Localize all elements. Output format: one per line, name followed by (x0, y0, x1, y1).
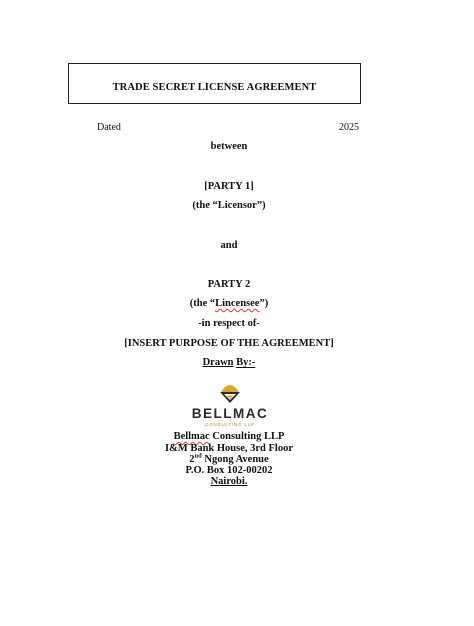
address-line5: Nairobi. (210, 476, 248, 487)
logo-name: BELLMAC (191, 406, 269, 421)
between-text: between (210, 141, 248, 152)
party2-text: PARTY 2 (207, 279, 251, 290)
bellmac-logo-icon (218, 380, 242, 404)
address-line2: I&M Bank House, 3rd Floor (164, 443, 294, 454)
logo-subtitle: CONSULTING LLP (205, 422, 255, 427)
line3-sup: nd (194, 452, 202, 460)
and-text: and (220, 240, 238, 251)
document-title: TRADE SECRET LICENSE AGREEMENT (112, 82, 317, 93)
firm-word: Bellmac (173, 431, 210, 442)
address-line3 (68, 454, 390, 465)
licensor-text: (the “Licensor”) (192, 200, 266, 211)
firm-rest: Consulting LLP (209, 431, 285, 442)
dated-label: Dated (97, 122, 121, 133)
dated-year: 2025 (339, 122, 359, 133)
line3-rest: Ngong Avenue (201, 454, 269, 465)
drawn-by-text (68, 357, 390, 368)
licensee-open: (the “ (189, 298, 216, 309)
licensee-text (68, 298, 390, 309)
licensee-close: ”) (259, 298, 269, 309)
party1-text: [PARTY 1] (204, 181, 254, 192)
line3-num: 2 (189, 454, 195, 465)
drawn-word: Drawn (202, 357, 234, 368)
drawn-by-tail: By:- (236, 357, 256, 368)
address-firm (68, 431, 390, 442)
in-respect-text: -in respect of- (198, 318, 260, 329)
bellmac-logo (180, 380, 280, 430)
address-line4: P.O. Box 102-00202 (185, 465, 273, 476)
title-box (68, 63, 361, 104)
purpose-text: [INSERT PURPOSE OF THE AGREEMENT] (124, 338, 334, 349)
licensee-word: Lincensee (215, 298, 260, 309)
